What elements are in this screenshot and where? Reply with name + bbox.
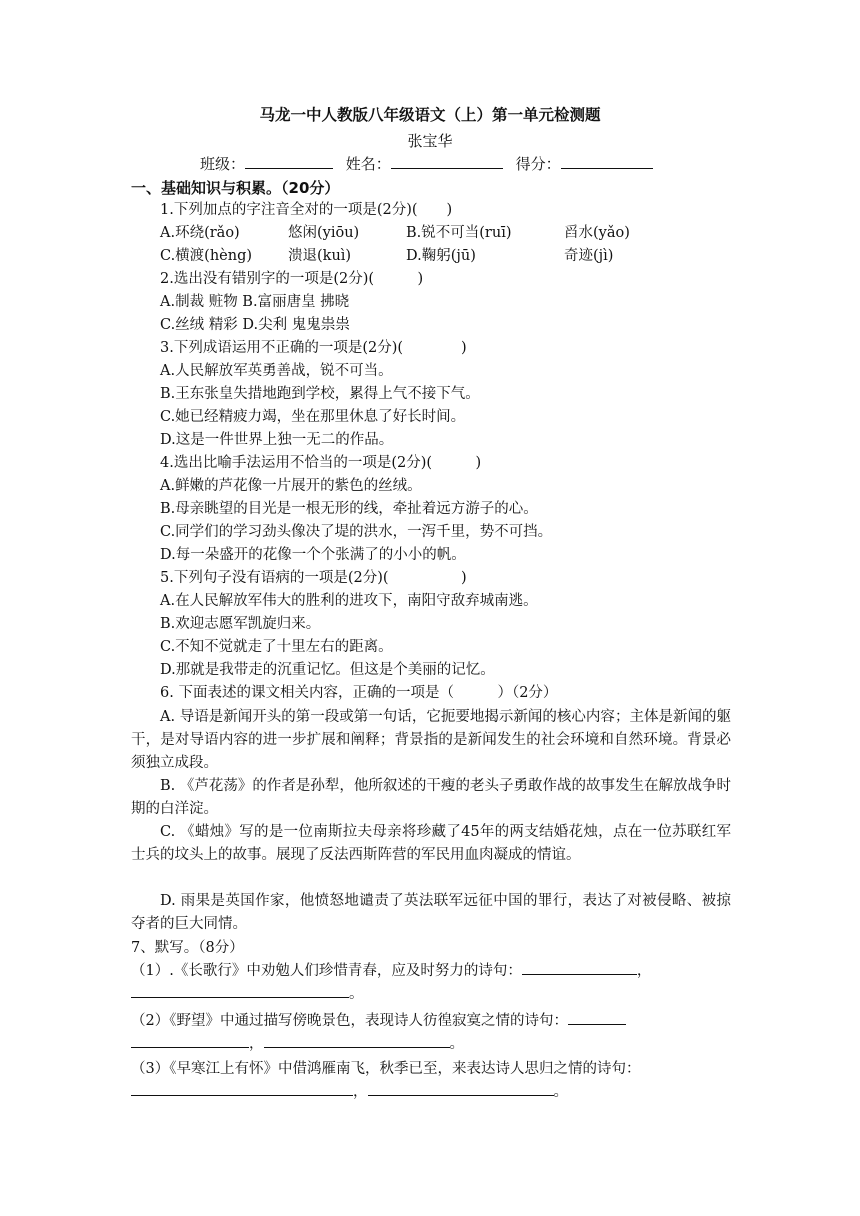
dictation-item-2: （2）《野望》中通过描写傍晚景色，表现诗人彷徨寂寞之情的诗句： ， 。 [131, 1010, 731, 1056]
option-text: B.锐不可当(ruī) [406, 225, 512, 241]
option-text: 舀水(yǎo) [564, 225, 630, 241]
class-label: 班级： [200, 155, 246, 173]
question-2-stem: 2.选出没有错别字的一项是(2分)( ) [160, 271, 424, 287]
score-blank [561, 154, 653, 169]
question-3-option-d: D.这是一件世界上独一无二的作品。 [160, 432, 394, 448]
answer-blank[interactable] [568, 1010, 626, 1025]
page-title: 马龙一中人教版八年级语文（上）第一单元检测题 [259, 106, 601, 124]
question-6-option-d: D. 雨果是英国作家，他愤怒地谴责了英法联军远征中国的罪行，表达了对被侵略、被掠夺者的巨大同情。 [131, 893, 731, 932]
question-3-option-a: A.人民解放军英勇善战，锐不可当。 [160, 363, 393, 379]
question-1-options-row-2 [160, 246, 613, 266]
answer-blank[interactable] [131, 983, 349, 998]
question-5-option-a: A.在人民解放军伟大的胜利的进攻下，南阳守敌弃城南逃。 [160, 593, 538, 609]
question-6-stem: 6. 下面表述的课文相关内容，正确的一项是（ ）（2分） [160, 685, 558, 701]
answer-blank[interactable] [264, 1033, 450, 1048]
option-text: 溃退(kuì) [288, 248, 352, 264]
question-4-option-a: A.鲜嫩的芦花像一片展开的紫色的丝绒。 [160, 478, 422, 494]
dictation-item-3: （3）《早寒江上有怀》中借鸿雁南飞，秋季已至，来表达诗人思归之情的诗句： ， 。 [131, 1061, 641, 1100]
question-5-option-c: C.不知不觉就走了十里左右的距离。 [160, 639, 393, 655]
question-4-stem: 4.选出比喻手法运用不恰当的一项是(2分)( ) [160, 455, 482, 471]
student-info-line [200, 153, 653, 174]
option-text: C.横渡(hèng) [160, 248, 253, 264]
option-text: 悠闲(yiōu) [288, 225, 360, 241]
question-4-option-d: D.每一朵盛开的花像一个个张满了的小小的帆。 [160, 547, 466, 563]
question-6-option-a: A. 导语是新闻开头的第一段或第一句话，它扼要地揭示新闻的核心内容；主体是新闻的躯干，是对导语内容的进一步扩展和阐释；背景指的是新闻发生的社会环境和自然环境。背景必须独立成段。 [131, 709, 731, 771]
name-label: 姓名： [345, 155, 391, 173]
answer-blank[interactable] [131, 1081, 353, 1096]
dictation-item-1: （1）.《长歌行》中劝勉人们珍惜青春，应及时努力的诗句： ， 。 [131, 960, 731, 1006]
question-5-stem: 5.下列句子没有语病的一项是(2分)( ) [160, 570, 467, 586]
option-text: A.环绕(rǎo) [160, 225, 240, 241]
question-2-option-ab: A.制裁 赃物 B.富丽唐皇 拂晓 [160, 294, 350, 310]
question-2-option-cd: C.丝绒 精彩 D.尖利 鬼鬼祟祟 [160, 317, 350, 333]
class-blank [245, 154, 333, 169]
option-text: D.鞠躬(jū) [406, 248, 476, 264]
question-7-heading: 7、默写。（8分） [131, 940, 244, 956]
name-blank [391, 154, 503, 169]
option-text: 奇迹(jì) [564, 248, 614, 264]
question-4-option-b: B.母亲眺望的目光是一根无形的线，牵扯着远方游子的心。 [160, 501, 538, 517]
answer-blank[interactable] [368, 1081, 554, 1096]
question-5-option-d: D.那就是我带走的沉重记忆。但这是个美丽的记忆。 [160, 662, 495, 678]
answer-blank[interactable] [522, 960, 637, 975]
question-1-options-row-1 [160, 223, 630, 243]
question-6-option-c: C. 《蜡烛》写的是一位南斯拉夫母亲将珍藏了45年的两支结婚花烛，点在一位苏联红军士兵的坟头上的故事。展现了反法西斯阵营的军民用血肉凝成的情谊。 [131, 824, 731, 863]
section-heading: 一、基础知识与积累。（20分） [131, 179, 340, 197]
question-3-stem: 3.下列成语运用不正确的一项是(2分)( ) [160, 340, 467, 356]
question-5-option-b: B.欢迎志愿军凯旋归来。 [160, 616, 321, 632]
question-6-option-b: B. 《芦花荡》的作者是孙犁，他所叙述的干瘦的老头子勇敢作战的故事发生在解放战争时期的白洋淀。 [131, 778, 731, 817]
question-4-option-c: C.同学们的学习劲头像决了堤的洪水，一泻千里，势不可挡。 [160, 524, 553, 540]
question-3-option-c: C.她已经精疲力竭，坐在那里休息了好长时间。 [160, 409, 466, 425]
answer-blank[interactable] [131, 1033, 249, 1048]
score-label: 得分： [515, 155, 561, 173]
question-1-stem: 1.下列加点的字注音全对的一项是(2分)( ) [160, 202, 453, 218]
question-3-option-b: B.王东张皇失措地跑到学校，累得上气不接下气。 [160, 386, 480, 402]
author-name: 张宝华 [407, 132, 453, 150]
